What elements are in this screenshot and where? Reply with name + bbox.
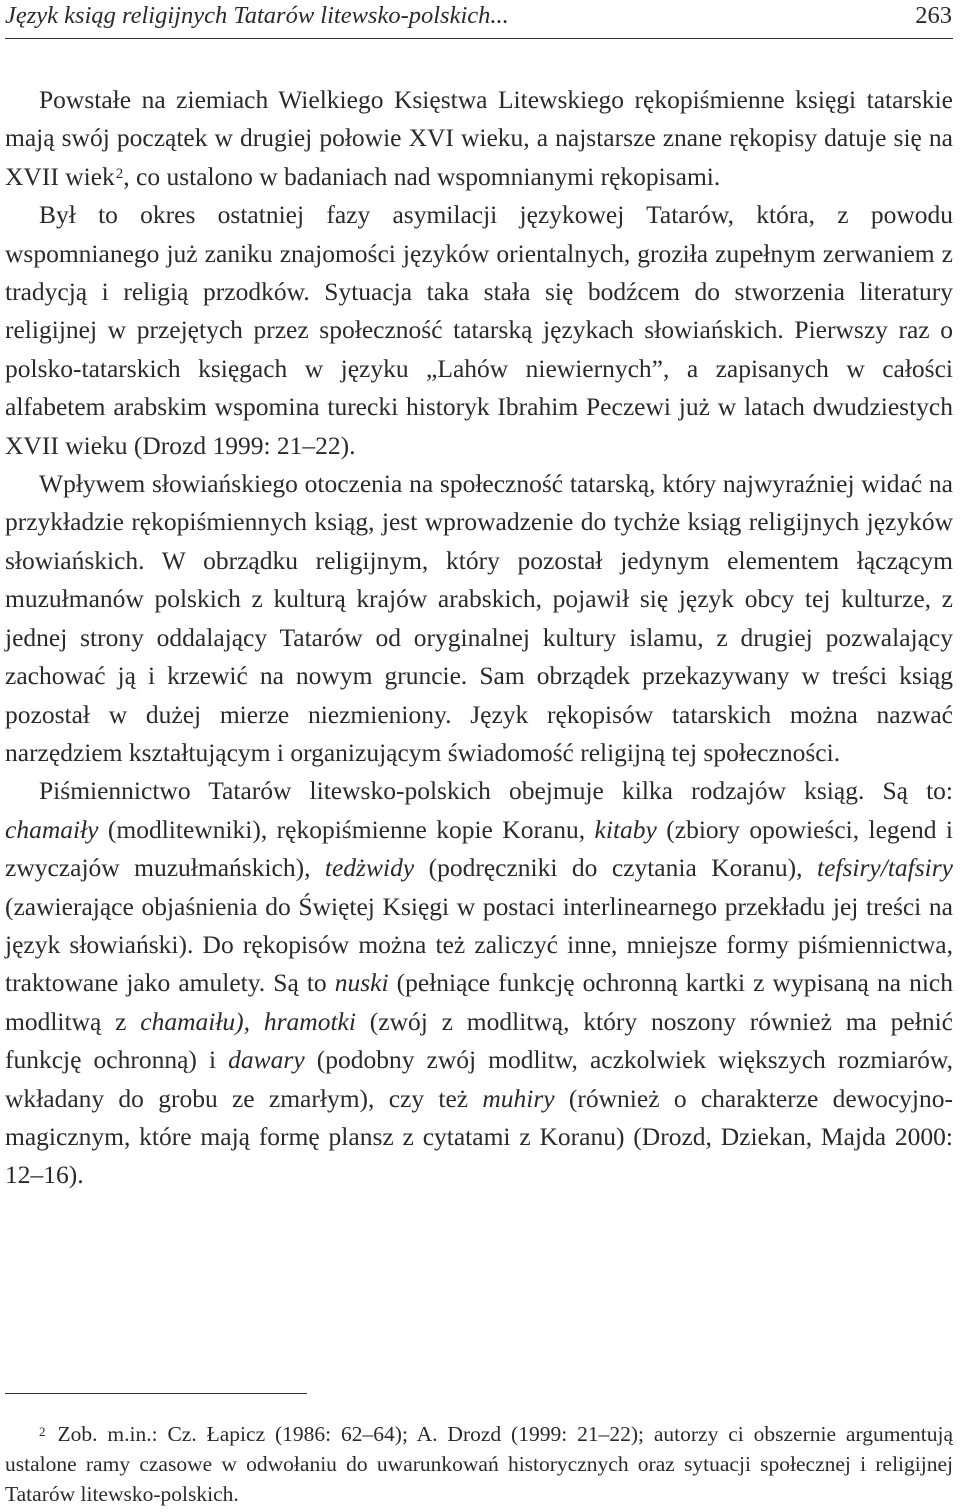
paragraph-4-text-7: (zwój z modlitwą, który noszony również ma pełnić funkcję ochronną) i [5, 1006, 953, 1075]
paragraph-1 [5, 81, 953, 196]
page-number: 263 [915, 2, 952, 29]
paragraph-4-text-4: (podręczniki do czytania Koranu), [414, 853, 817, 883]
paragraph-4-text-9: (również o charakterze dewocyjno-magicznym, które mają formę plansz z cytatami z Koranu) (Drozd, Dziekan, Majda 2000: 12–16). [5, 1083, 953, 1190]
running-head-title: Język ksiąg religijnych Tatarów litewsko-polskich... [5, 2, 509, 29]
footnotes [5, 1419, 953, 1509]
paragraph-4-text-1: Piśmiennictwo Tatarów litewsko-polskich obejmuje kilka rodzajów ksiąg. Są to: [39, 776, 953, 806]
footnote-number: 2 [39, 1424, 46, 1439]
paragraph-3: Wpływem słowiańskiego otoczenia na społeczność tatarską, który najwyraźniej widać na przykładzie rękopiśmiennych ksiąg, jest wprowadzenie do tychże ksiąg religijnych języków słowiańskich. W obrządku religijnym, który pozostał jedynym elementem łączącym muzułmanów polskich z kulturą krajów arabskich, pojawił się język obcy tej kulturze, z jednej strony oddalający Tatarów od oryginalnej kultury islamu, z drugiej pozwalający zachować ją i krzewić na nowym gruncie. Sam obrządek przekazywany w treści ksiąg pozostał w dużej mierze niezmieniony. Język rękopisów tatarskich można nazwać narzędziem kształtującym i organizującym świadomość religijną tej społeczności. [5, 469, 953, 767]
term-kitaby: kitaby [594, 814, 657, 844]
paragraph-4-text-6: (pełniące funkcję ochronną kartki z wypisaną na nich modlitwą z [5, 968, 953, 1036]
term-dawary: dawary [228, 1045, 305, 1075]
paragraph-1-part-1: Powstałe na ziemiach Wielkiego Księstwa Litewskiego rękopiśmienne księgi tatarskie mają swój początek w drugiej połowie XVI wieku, a najstarsze znane rękopisy datuje się na XVII wiek [5, 85, 953, 191]
footnote-reference-2: 2 [115, 165, 124, 182]
body-text [5, 81, 953, 1195]
paragraph-4-text-5: (zawierające objaśnienia do Świętej Księgi w postaci interlinearnego przekładu jej treści na język słowiański). Do rękopisów można też zaliczyć inne, mniejsze formy piśmiennictwa, traktowane jako amulety. Są to [5, 891, 953, 998]
footnote-separator [5, 1393, 307, 1394]
term-muhiry: muhiry [482, 1083, 555, 1113]
paragraph-1-part-2: , co ustalono w badaniach nad wspomnianymi rękopisami. [123, 161, 721, 191]
term-tefsiry: tefsiry/tafsiry [817, 853, 953, 883]
paragraph-2: Był to okres ostatniej fazy asymilacji językowej Tatarów, która, z powodu wspomnianego już zaniku znajomości języków orientalnych, groziła zupełnym zerwaniem z tradycją i religią przodków. Sytuacja taka stała się bodźcem do stworzenia literatury religijnej w przejętych przez społeczność tatarską językach słowiańskich. Pierwszy raz o polsko-tatarskich księgach w języku „Lahów niewiernych”, a zapisanych w całości alfabetem arabskim wspomina turecki historyk Ibrahim Peczewi już w latach dwudziestych XVII wieku (Drozd 1999: 21–22). [5, 200, 953, 460]
paragraph-4-text-2: (modlitewniki), rękopiśmienne kopie Koranu, [98, 814, 595, 844]
term-chamaily: chamaiły [5, 814, 99, 844]
footnote-text: Zob. m.in.: Cz. Łapicz (1986: 62–64); A. Drozd (1999: 21–22); autorzy ci obszernie argumentują ustalone ramy czasowe w odwołaniu do uwarunkowań historycznych oraz sytuacji społecznej i religijnej Tatarów litewsko-polskich. [5, 1422, 953, 1506]
running-head [5, 0, 953, 39]
paragraph-4-text-8: (podobny zwój modlitw, aczkolwiek większych rozmiarów, wkładany do grobu ze zmarłym), czy też [5, 1045, 953, 1113]
paragraph-4-text-3: (zbiory opowieści, legend i zwyczajów muzułmańskich), [5, 814, 953, 883]
footnote-2 [5, 1419, 953, 1509]
term-nuski: nuski [334, 968, 389, 998]
paragraph-4 [5, 772, 953, 1194]
document-page [5, 0, 953, 1512]
term-chamailu-hramotki: chamaiłu), hramotki [140, 1006, 356, 1036]
term-tedzwidy: tedżwidy [324, 853, 415, 883]
